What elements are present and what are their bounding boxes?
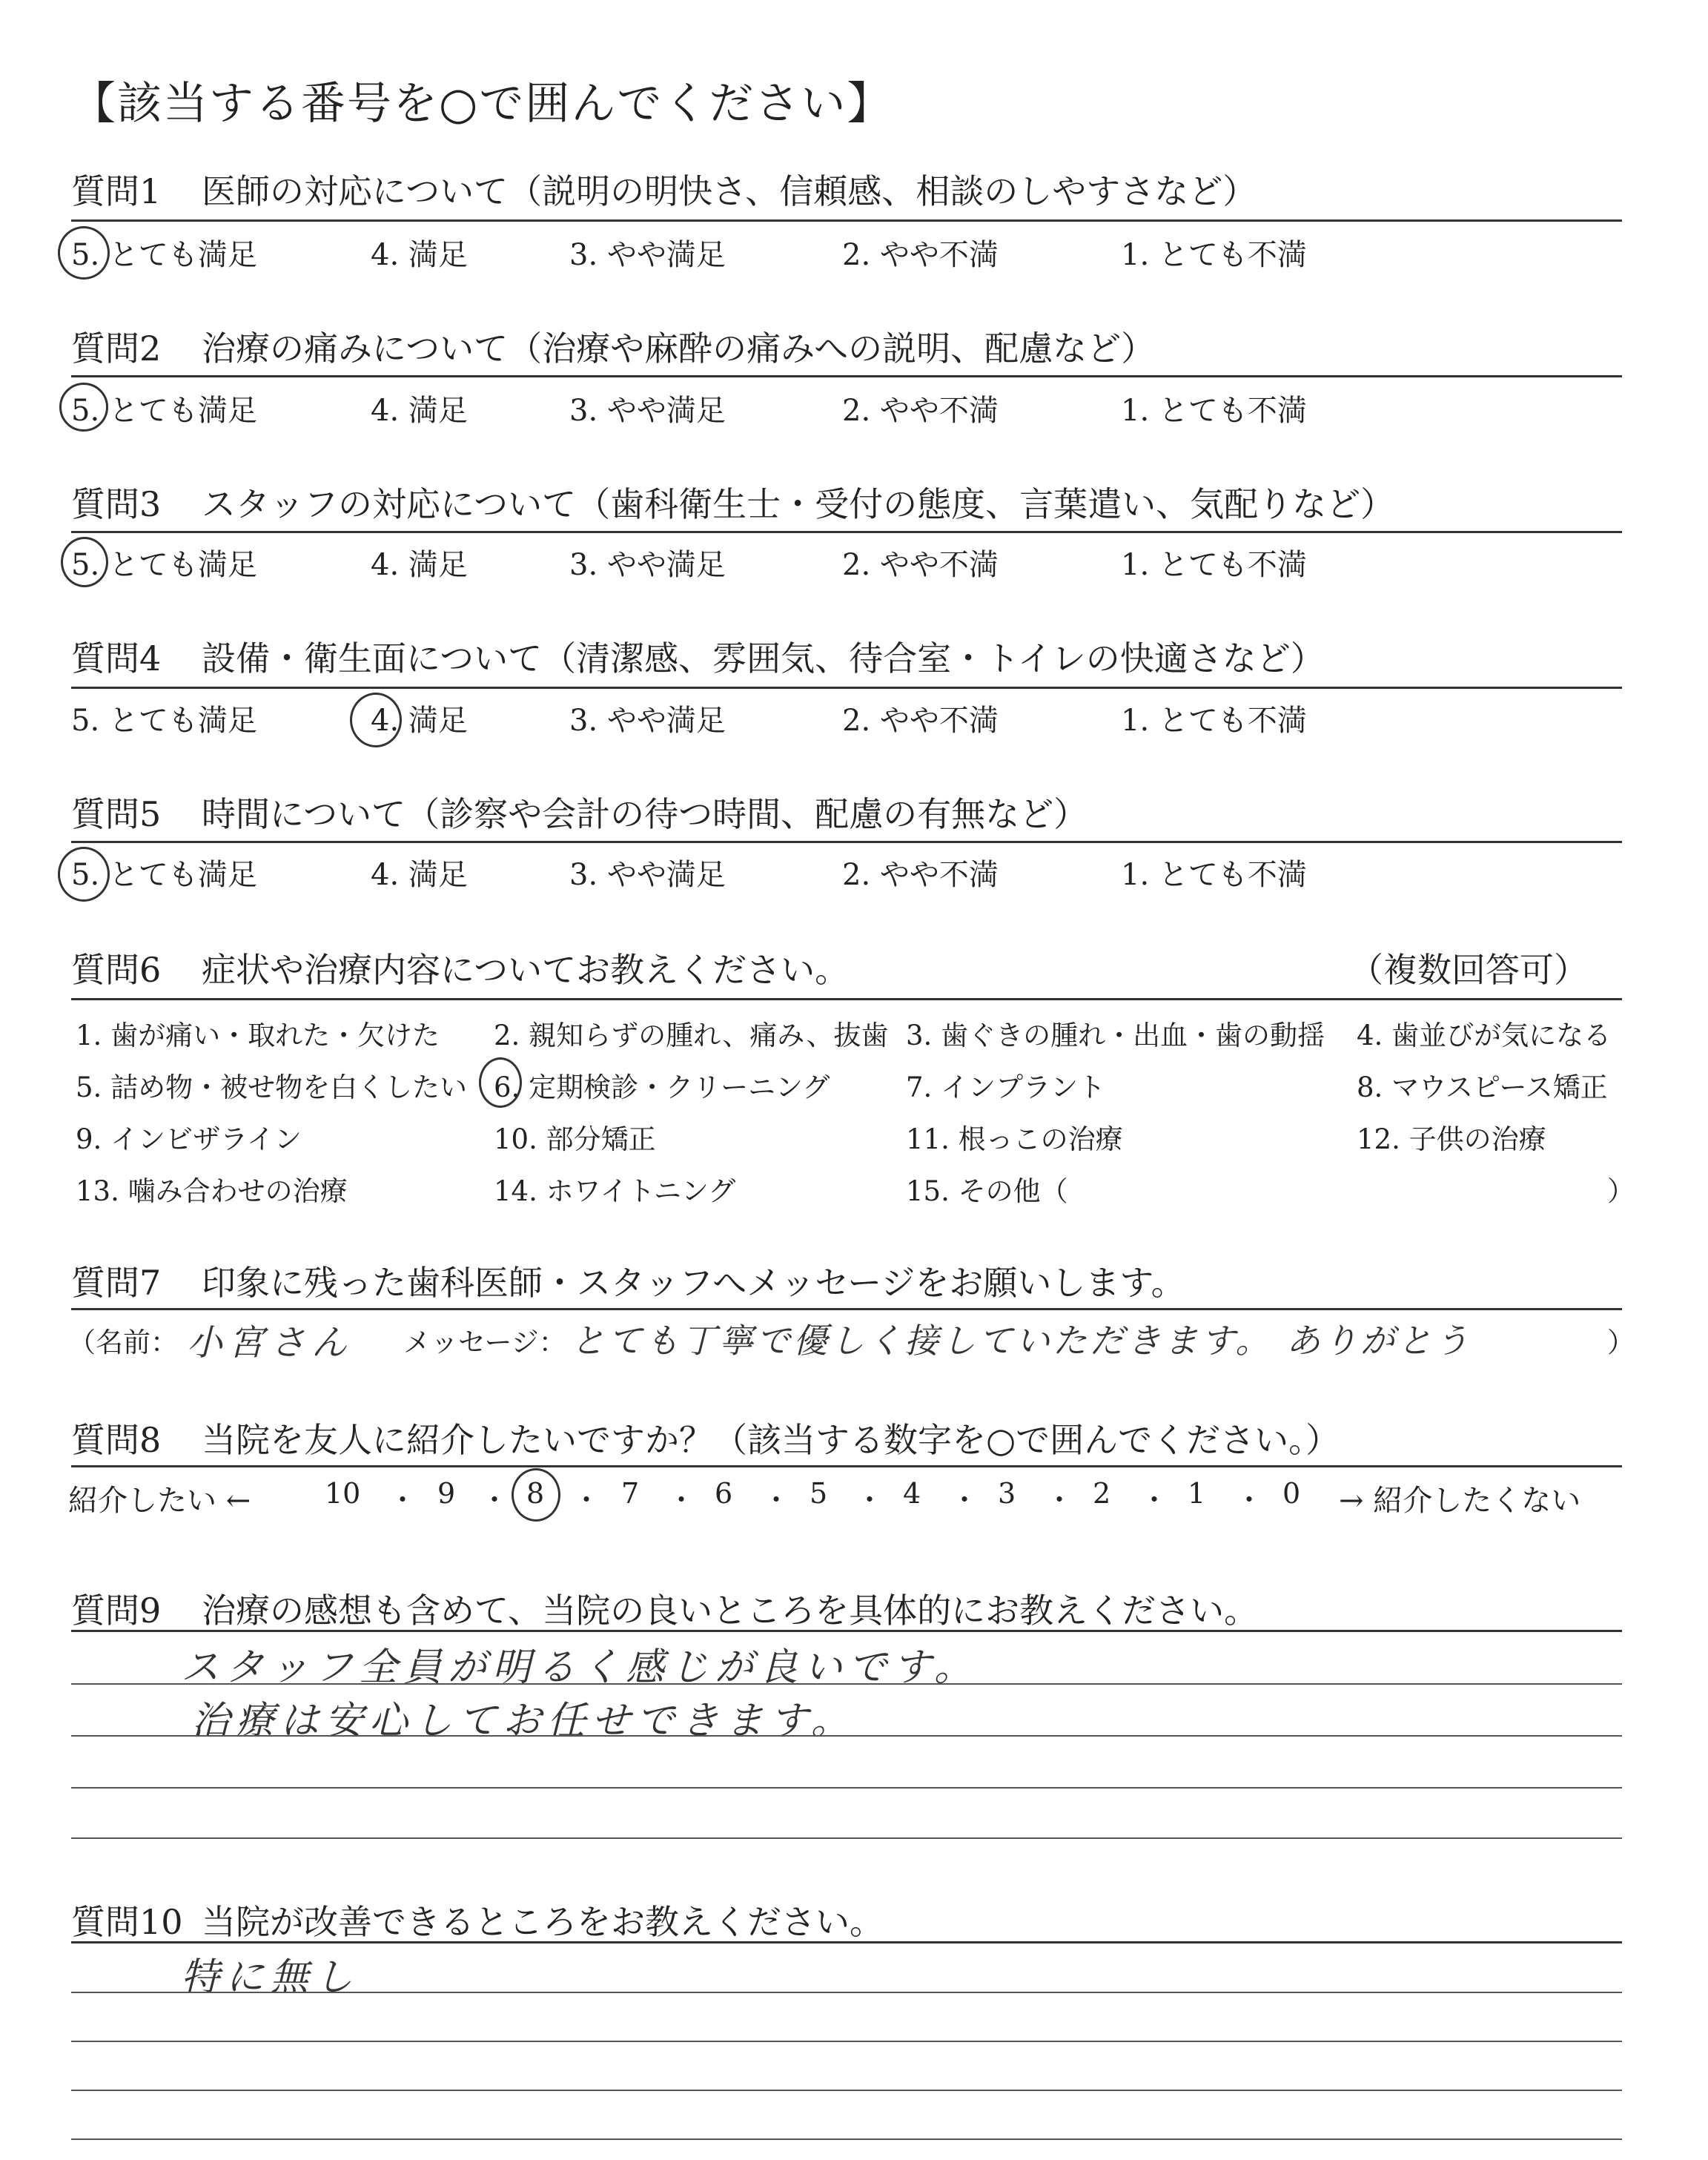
q8-right-label: → 紹介したくない bbox=[1339, 1484, 1581, 1518]
question-10-number: 質問10 bbox=[71, 1902, 183, 1942]
question-4-option-5[interactable]: 5. とても満足 bbox=[71, 704, 257, 738]
question-5-option-4[interactable]: 4. 満足 bbox=[371, 858, 468, 892]
question-9-text: 治療の感想も含めて、当院の良いところを具体的にお教えください。 bbox=[202, 1591, 1259, 1631]
q8-dot: ・ bbox=[1235, 1484, 1264, 1516]
question-8-heading bbox=[71, 1413, 1340, 1462]
question-6-text: 症状や治療内容についてお教えください。 bbox=[202, 950, 850, 990]
question-6-number: 質問6 bbox=[71, 950, 162, 990]
q8-dot: ・ bbox=[572, 1484, 601, 1516]
question-7-text: 印象に残った歯科医師・スタッフへメッセージをお願いします。 bbox=[202, 1263, 1185, 1303]
q8-scale-7[interactable]: 7 bbox=[621, 1477, 640, 1510]
q6-option-12[interactable]: 12. 子供の治療 bbox=[1357, 1123, 1546, 1155]
page-title: 【該当する番号を○で囲んでください】 bbox=[71, 78, 893, 130]
question-2-option-3[interactable]: 3. やや満足 bbox=[569, 394, 726, 428]
q8-dot: ・ bbox=[388, 1484, 417, 1516]
q6-option-9[interactable]: 9. インビザライン bbox=[76, 1123, 302, 1155]
question-6-rule bbox=[71, 998, 1622, 1000]
question-4-option-3[interactable]: 3. やや満足 bbox=[569, 704, 726, 738]
question-8-text: 当院を友人に紹介したいですか？（該当する数字を○で囲んでください。） bbox=[202, 1420, 1340, 1460]
q8-dot: ・ bbox=[762, 1484, 791, 1516]
q6-option-6[interactable]: 6. 定期検診・クリーニング bbox=[494, 1071, 830, 1103]
question-1-option-2[interactable]: 2. やや不満 bbox=[842, 238, 999, 272]
question-1-number: 質問1 bbox=[71, 171, 162, 211]
question-4-heading bbox=[71, 632, 1325, 681]
q7-name-label: （名前： bbox=[68, 1327, 178, 1358]
question-3-option-3[interactable]: 3. やや満足 bbox=[569, 548, 726, 582]
question-5-option-2[interactable]: 2. やや不満 bbox=[842, 858, 999, 892]
q7-message-value[interactable]: とても丁寧で優しく接していただきます。 ありがとう bbox=[571, 1321, 1472, 1361]
q6-option-8[interactable]: 8. マウスピース矯正 bbox=[1357, 1071, 1608, 1103]
question-5-text: 時間について（診察や会計の待つ時間、配慮の有無など） bbox=[202, 794, 1088, 834]
question-9-rule bbox=[71, 1630, 1622, 1632]
question-1-option-3[interactable]: 3. やや満足 bbox=[569, 238, 726, 272]
q6-option-14[interactable]: 14. ホワイトニング bbox=[494, 1175, 736, 1207]
q6-option-4[interactable]: 4. 歯並びが気になる bbox=[1357, 1020, 1612, 1051]
question-4-option-1[interactable]: 1. とても不満 bbox=[1121, 704, 1307, 738]
q7-message-label: メッセージ： bbox=[403, 1327, 566, 1358]
q6-option-11[interactable]: 11. 根っこの治療 bbox=[906, 1123, 1123, 1155]
question-4-option-2[interactable]: 2. やや不満 bbox=[842, 704, 999, 738]
q10-answer-rule bbox=[71, 2138, 1622, 2140]
q8-scale-5[interactable]: 5 bbox=[810, 1477, 828, 1510]
q6-option-7[interactable]: 7. インプラント bbox=[906, 1071, 1106, 1103]
question-5-number: 質問5 bbox=[71, 794, 162, 834]
question-8-rule bbox=[71, 1465, 1622, 1467]
question-2-option-1[interactable]: 1. とても不満 bbox=[1121, 394, 1307, 428]
q6-other-close: ） bbox=[1607, 1175, 1635, 1207]
question-3-rule bbox=[71, 531, 1622, 533]
question-3-option-2[interactable]: 2. やや不満 bbox=[842, 548, 999, 582]
q8-dot: ・ bbox=[1140, 1484, 1169, 1516]
q6-option-1[interactable]: 1. 歯が痛い・取れた・欠けた bbox=[76, 1020, 440, 1051]
q9-answer-rule bbox=[71, 1837, 1622, 1839]
q8-scale-9[interactable]: 9 bbox=[437, 1477, 456, 1510]
q8-scale-6[interactable]: 6 bbox=[715, 1477, 733, 1510]
question-7-rule bbox=[71, 1308, 1622, 1310]
q9-answer-rule bbox=[71, 1787, 1622, 1789]
question-9-heading bbox=[71, 1584, 1258, 1633]
question-7-heading bbox=[71, 1256, 1185, 1305]
q8-scale-4[interactable]: 4 bbox=[903, 1477, 921, 1510]
q10-answer-rule bbox=[71, 1992, 1622, 1993]
question-10-rule bbox=[71, 1941, 1622, 1943]
q6-option-5[interactable]: 5. 詰め物・被せ物を白くしたい bbox=[76, 1071, 468, 1103]
question-3-number: 質問3 bbox=[71, 484, 162, 524]
question-3-heading bbox=[71, 478, 1394, 526]
q8-dot: ・ bbox=[950, 1484, 979, 1516]
q8-scale-8[interactable]: 8 bbox=[526, 1477, 545, 1510]
question-7-number: 質問7 bbox=[71, 1263, 162, 1303]
q8-dot: ・ bbox=[480, 1484, 509, 1516]
q6-option-10[interactable]: 10. 部分矯正 bbox=[494, 1123, 656, 1155]
q6-option-15[interactable]: 15. その他（ bbox=[906, 1175, 1068, 1207]
q7-close: ） bbox=[1607, 1327, 1635, 1358]
question-10-text: 当院が改善できるところをお教えください。 bbox=[202, 1902, 884, 1942]
question-10-heading bbox=[71, 1895, 884, 1944]
question-4-rule bbox=[71, 687, 1622, 689]
q8-dot: ・ bbox=[667, 1484, 696, 1516]
question-1-option-4[interactable]: 4. 満足 bbox=[371, 238, 468, 272]
q8-scale-0[interactable]: 0 bbox=[1282, 1477, 1301, 1510]
q10-answer-rule bbox=[71, 2041, 1622, 2042]
question-3-text: スタッフの対応について（歯科衛生士・受付の態度、言葉遣い、気配りなど） bbox=[202, 484, 1395, 524]
question-9-number: 質問9 bbox=[71, 1591, 162, 1631]
q9-answer-rule bbox=[71, 1683, 1622, 1685]
question-1-text: 医師の対応について（説明の明快さ、信頼感、相談のしやすさなど） bbox=[202, 171, 1257, 211]
question-8-number: 質問8 bbox=[71, 1420, 162, 1460]
question-4-option-4[interactable]: 4. 満足 bbox=[371, 704, 468, 738]
question-5-option-5[interactable]: 5. とても満足 bbox=[71, 858, 257, 892]
q8-dot: ・ bbox=[1045, 1484, 1074, 1516]
question-2-option-2[interactable]: 2. やや不満 bbox=[842, 394, 999, 428]
question-5-option-1[interactable]: 1. とても不満 bbox=[1121, 858, 1307, 892]
q8-scale-1[interactable]: 1 bbox=[1188, 1477, 1206, 1510]
question-3-option-4[interactable]: 4. 満足 bbox=[371, 548, 468, 582]
question-1-option-5[interactable]: 5. とても満足 bbox=[71, 238, 257, 272]
q6-option-2[interactable]: 2. 親知らずの腫れ、痛み、抜歯 bbox=[494, 1020, 889, 1051]
question-5-option-3[interactable]: 3. やや満足 bbox=[569, 858, 726, 892]
question-2-heading bbox=[71, 322, 1155, 371]
question-2-rule bbox=[71, 375, 1622, 377]
question-3-option-1[interactable]: 1. とても不満 bbox=[1121, 548, 1307, 582]
q9-answer-line-1[interactable]: スタッフ全員が明るく感じが良いです。 bbox=[181, 1645, 979, 1690]
q10-answer-line-1[interactable]: 特に無し bbox=[181, 1955, 360, 2000]
question-1-rule bbox=[71, 219, 1622, 222]
q8-scale-2[interactable]: 2 bbox=[1093, 1477, 1111, 1510]
question-4-number: 質問4 bbox=[71, 638, 162, 678]
question-2-option-5[interactable]: 5. とても満足 bbox=[71, 394, 257, 428]
question-6-heading bbox=[71, 943, 1588, 992]
question-2-option-4[interactable]: 4. 満足 bbox=[371, 394, 468, 428]
q6-option-3[interactable]: 3. 歯ぐきの腫れ・出血・歯の動揺 bbox=[906, 1020, 1325, 1051]
q8-scale-10[interactable]: 10 bbox=[325, 1477, 361, 1510]
question-1-heading bbox=[71, 165, 1257, 214]
q10-answer-rule bbox=[71, 2090, 1622, 2091]
q8-scale-3[interactable]: 3 bbox=[998, 1477, 1016, 1510]
question-5-rule bbox=[71, 841, 1622, 843]
q7-name-value[interactable]: 小宮さん bbox=[187, 1322, 354, 1364]
question-5-heading bbox=[71, 787, 1088, 836]
question-1-option-1[interactable]: 1. とても不満 bbox=[1121, 238, 1307, 272]
question-6-note: （複数回答可） bbox=[1349, 950, 1588, 990]
q9-answer-line-2[interactable]: 治療は安心してお任せできます。 bbox=[191, 1699, 855, 1743]
question-4-text: 設備・衛生面について（清潔感、雰囲気、待合室・トイレの快適さなど） bbox=[202, 638, 1325, 678]
q8-left-label: 紹介したい ← bbox=[68, 1484, 251, 1518]
q8-dot: ・ bbox=[855, 1484, 884, 1516]
q9-answer-rule bbox=[71, 1735, 1622, 1737]
question-2-text: 治療の痛みについて（治療や麻酔の痛みへの説明、配慮など） bbox=[202, 328, 1156, 369]
q6-option-13[interactable]: 13. 噛み合わせの治療 bbox=[76, 1175, 348, 1207]
question-2-number: 質問2 bbox=[71, 328, 162, 369]
question-3-option-5[interactable]: 5. とても満足 bbox=[71, 548, 257, 582]
